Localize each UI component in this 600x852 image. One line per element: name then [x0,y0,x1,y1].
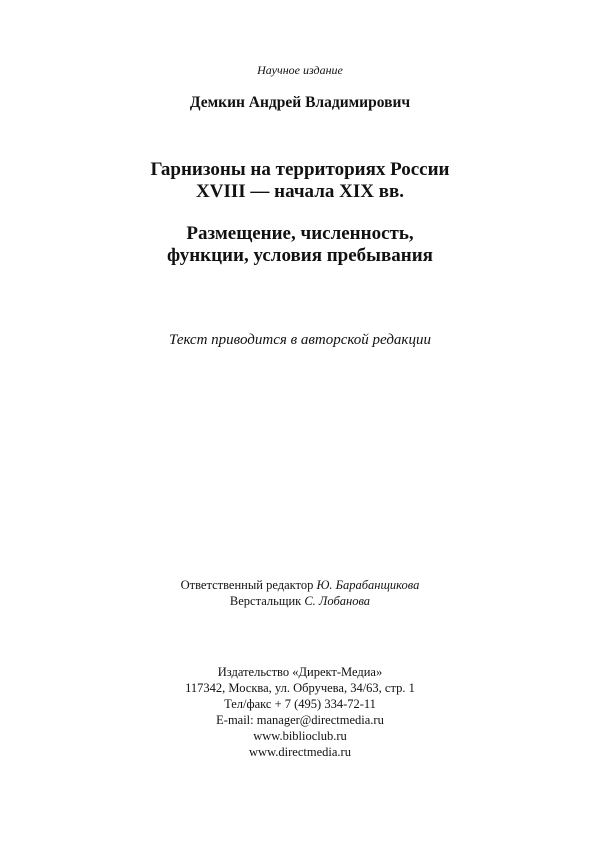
publisher-name: Издательство «Директ-Медиа» [217,665,383,679]
series-label: Научное издание [257,63,343,77]
layout-credit [0,594,600,609]
publisher-site-directmedia: www.directmedia.ru [249,745,351,759]
publisher-phone: Тел/факс + 7 (495) 334-72-11 [224,697,376,711]
layout-role: Верстальщик [229,594,302,608]
layout-name: С. Лобанова [304,594,371,608]
title-line-1: Гарнизоны на территориях России [150,159,450,180]
editor-role: Ответственный редактор [180,578,314,592]
publisher-site-biblioclub: www.biblioclub.ru [253,729,347,743]
editor-credit [0,578,600,593]
title-line-2: XVIII — начала XIX вв. [196,181,404,202]
author-name: Демкин Андрей Владимирович [189,94,411,111]
publisher-email: E-mail: manager@directmedia.ru [216,713,384,727]
subtitle-line-1: Размещение, численность, [186,223,414,244]
subtitle-line-2: функции, условия пребывания [167,245,433,266]
editor-name: Ю. Барабанщикова [316,578,420,592]
publisher-address: 117342, Москва, ул. Обручева, 34/63, стр. 1 [185,681,415,695]
editorial-note: Текст приводится в авторской редакции [169,332,431,348]
